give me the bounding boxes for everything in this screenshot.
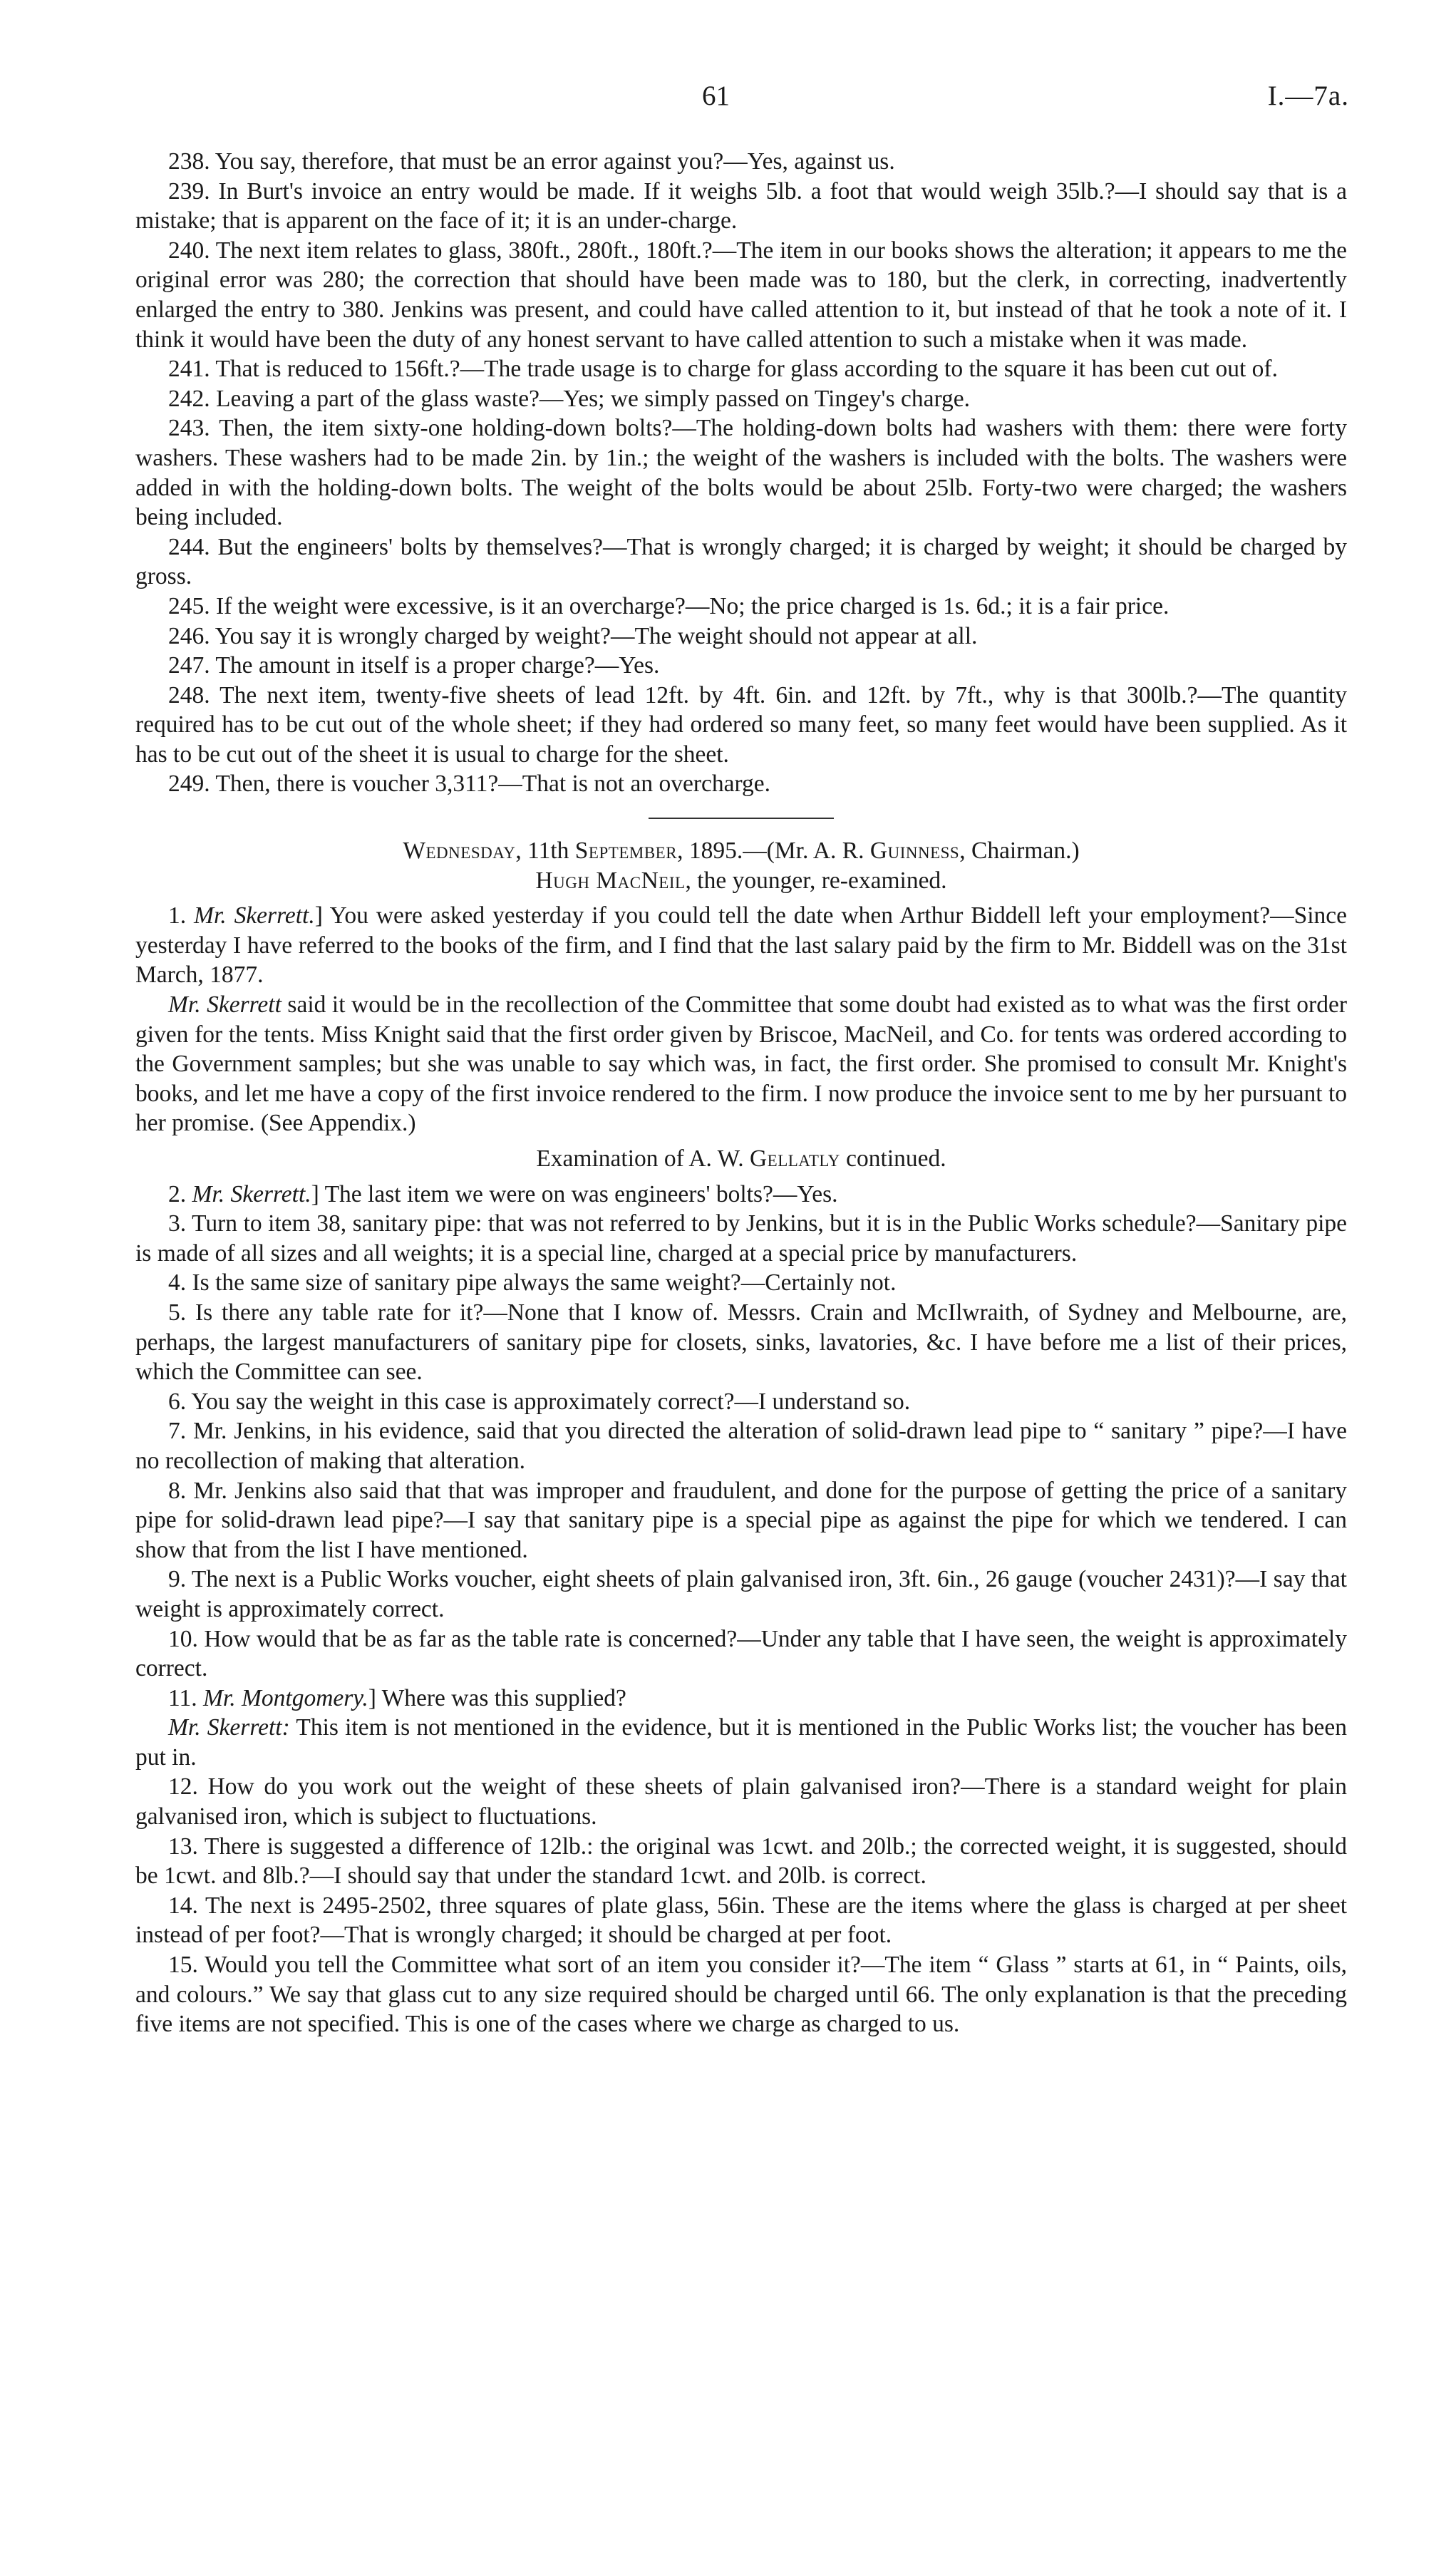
paragraph-q246: 246. You say it is wrongly charged by weight?—The weight should not appear at all. [168, 622, 978, 649]
paragraph-skerrett-note [135, 1713, 1347, 1772]
question-text: ] Where was this supplied? [368, 1684, 626, 1711]
paragraph-q6: 6. You say the weight in this case is approximately correct?—I understand so. [168, 1388, 911, 1415]
page-header [0, 80, 1456, 123]
witness-first-name: Hugh [535, 867, 597, 894]
witness-status: , the younger, re-examined. [685, 867, 947, 894]
examination-prefix: Examination of A. W. [536, 1145, 750, 1172]
paragraph-q238: 238. You say, therefore, that must be an error against you?—Yes, against us. [168, 148, 895, 175]
dateline-month: September [574, 838, 678, 865]
paragraph-q243: 243. Then, the item sixty-one holding-down bolts?—The holding-down bolts had washers with them: there were forty washers. These washers had to be made 2in. by 1in.; the weight of the washers is included with the bolts. The washers were added in with the holding-down bolts. The weight of the bolts would be about 25lb. Forty-two were charged; the washers being included. [135, 415, 1347, 531]
session-dateline [135, 836, 1347, 866]
paragraph-q248: 248. The next item, twenty-five sheets of lead 12ft. by 4ft. 6in. and 12ft. by 7ft., why is that 300lb.?—The quantity required has to be cut out of the whole sheet; if they had ordered so many feet, so many feet would have been supplied. As it has to be cut out of the sheet it is usual to charge for the sheet. [135, 681, 1347, 768]
dateline-end: , Chairman.) [959, 838, 1080, 865]
speaker-name: Mr. Skerrett. [192, 1180, 311, 1207]
paragraph-q249: 249. Then, there is voucher 3,311?—That is not an overcharge. [168, 771, 771, 798]
evidence-block-3 [135, 1772, 1347, 2039]
dateline-date: , 11th [515, 838, 575, 865]
paragraph-q8: 8. Mr. Jenkins also said that that was improper and fraudulent, and done for the purpose of getting the price of a sanitary pipe for solid-drawn lead pipe?—I say that sanitary pipe is a special pipe as against the pipe for which we tendered. I can show that from the list I have mentioned. [135, 1477, 1347, 1563]
witness-surname: Gellatly [749, 1145, 840, 1172]
paragraph-q11 [135, 1684, 1347, 1714]
evidence-block-2 [135, 1209, 1347, 1684]
paragraph-q245: 245. If the weight were excessive, is it an overcharge?—No; the price charged is 1s. 6d.; it is a fair price. [168, 592, 1170, 619]
paragraph-q15: 15. Would you tell the Committee what sort of an item you consider it?—The item “ Glass ” starts at 61, in “ Paints, oils, and colours.” We say that glass cut to any size required should be charged until 66. The only explanation is that the preceding five items are not specified. This is one of the cases where we charge as charged to us. [135, 1952, 1347, 2038]
witness-heading-macneil [135, 866, 1347, 896]
paragraph-q7: 7. Mr. Jenkins, in his evidence, said that you directed the alteration of solid-drawn lead pipe to “ sanitary ” pipe?—I have no recollection of making that alteration. [135, 1418, 1347, 1474]
examination-suffix: continued. [840, 1145, 946, 1172]
page-number: 61 [702, 81, 730, 111]
question-text: ] The last item we were on was engineers' bolts?—Yes. [311, 1180, 838, 1207]
section-divider [649, 818, 834, 819]
paragraph-q1 [135, 901, 1347, 990]
speaker-name: Mr. Montgomery. [203, 1684, 368, 1711]
paragraph-q3: 3. Turn to item 38, sanitary pipe: that was not referred to by Jenkins, but it is in the Public Works schedule?—Sanitary pipe is made of all sizes and all weights; it is a special line, charged at a special price by manufacturers. [135, 1210, 1347, 1267]
paragraph-q14: 14. The next is 2495-2502, three squares of plate glass, 56in. These are the items where the glass is charged at per sheet instead of per foot?—That is wrongly charged; it should be charged at per foot. [135, 1892, 1347, 1949]
paragraph-q10: 10. How would that be as far as the table rate is concerned?—Under any table that I have seen, the weight is approximately correct. [135, 1625, 1347, 1682]
paragraph-q12: 12. How do you work out the weight of these sheets of plain galvanised iron?—There is a standard weight for plain galvanised iron, which is subject to fluctuations. [135, 1773, 1347, 1830]
paragraph-q240: 240. The next item relates to glass, 380ft., 280ft., 180ft.?—The item in our books shows the alteration; it appears to me the original error was 280; the correction that should have been made was to 180, but the clerk, in correcting, inadvertently enlarged the entry to 380. Jenkins was present, and could have called attention to it, but instead of that he took a note of it. I think it would have been the duty of any honest servant to have called attention to such a mistake when it was made. [135, 237, 1347, 353]
paragraph-q239: 239. In Burt's invoice an entry would be made. If it weighs 5lb. a foot that would weigh 35lb.?—I should say that is a mistake; that is apparent on the face of it; it is an under-charge. [135, 177, 1347, 235]
speaker-name: Mr. Skerrett: [168, 1714, 290, 1741]
paragraph-q244: 244. But the engineers' bolts by themselves?—That is wrongly charged; it is charged by weight; it should be charged by gross. [135, 533, 1347, 590]
paragraph-q241: 241. That is reduced to 156ft.?—The trade usage is to charge for glass according to the square it has been cut out of. [168, 356, 1278, 383]
question-number: 11. [168, 1684, 204, 1711]
paragraph-q13: 13. There is suggested a difference of 12lb.: the original was 1cwt. and 20lb.; the corrected weight, it is suggested, should be 1cwt. and 8lb.?—I should say that under the standard 1cwt. and 20lb. is correct. [135, 1833, 1347, 1890]
statement-text: This item is not mentioned in the evidence, but it is mentioned in the Public Works list; the voucher has been put in. [135, 1714, 1348, 1771]
evidence-block-1 [135, 147, 1347, 799]
speaker-name: Mr. Skerrett [168, 991, 282, 1019]
paragraph-skerrett-statement [135, 990, 1347, 1138]
paragraph-q5: 5. Is there any table rate for it?—None that I know of. Messrs. Crain and McIlwraith, of Sydney and Melbourne, are, perhaps, the largest manufacturers of sanitary pipe for closets, sinks, lavatories, &c. I have before me a list of their prices, which the Committee can see. [135, 1299, 1347, 1386]
paragraph-q9: 9. The next is a Public Works voucher, eight sheets of plain galvanised iron, 3ft. 6in., 26 gauge (voucher 2431)?—I say that weight is approximately correct. [135, 1566, 1347, 1622]
witness-surname: MacNeil [596, 867, 686, 894]
dateline-rest: , 1895.—(Mr. A. R. [677, 838, 870, 865]
question-number: 2. [168, 1180, 192, 1207]
dateline-chairman-name: Guinness [869, 838, 960, 865]
question-text: ] You were asked yesterday if you could tell the date when Arthur Biddell left your employment?—Since yesterday I have referred to the books of the firm, and I find that the last salary paid by the firm to Mr. Biddell was on the 31st March, 1877. [135, 902, 1347, 989]
paragraph-q4: 4. Is the same size of sanitary pipe always the same weight?—Certainly not. [168, 1269, 897, 1297]
document-body [135, 147, 1347, 2039]
speaker-name: Mr. Skerrett. [194, 902, 315, 929]
paragraph-q247: 247. The amount in itself is a proper charge?—Yes. [168, 652, 660, 679]
examination-heading-gellatly [135, 1144, 1347, 1174]
paragraph-q2 [135, 1180, 1347, 1210]
dateline-day: Wednesday [403, 838, 516, 865]
paragraph-q242: 242. Leaving a part of the glass waste?—Yes; we simply passed on Tingey's charge. [168, 385, 971, 412]
document-reference: I.—7a. [1267, 81, 1349, 111]
statement-text: said it would be in the recollection of the Committee that some doubt had existed as to what was the first order given for the tents. Miss Knight said that the first order given by Briscoe, MacNeil, and Co. for tents was ordered according to the Government samples; but she was unable to say which was, in fact, the first order. She promised to consult Mr. Knight's books, and let me have a copy of the first invoice rendered to the firm. I now produce the invoice sent to me by her pursuant to her promise. (See Appendix.) [135, 991, 1347, 1137]
question-number: 1. [168, 902, 195, 929]
